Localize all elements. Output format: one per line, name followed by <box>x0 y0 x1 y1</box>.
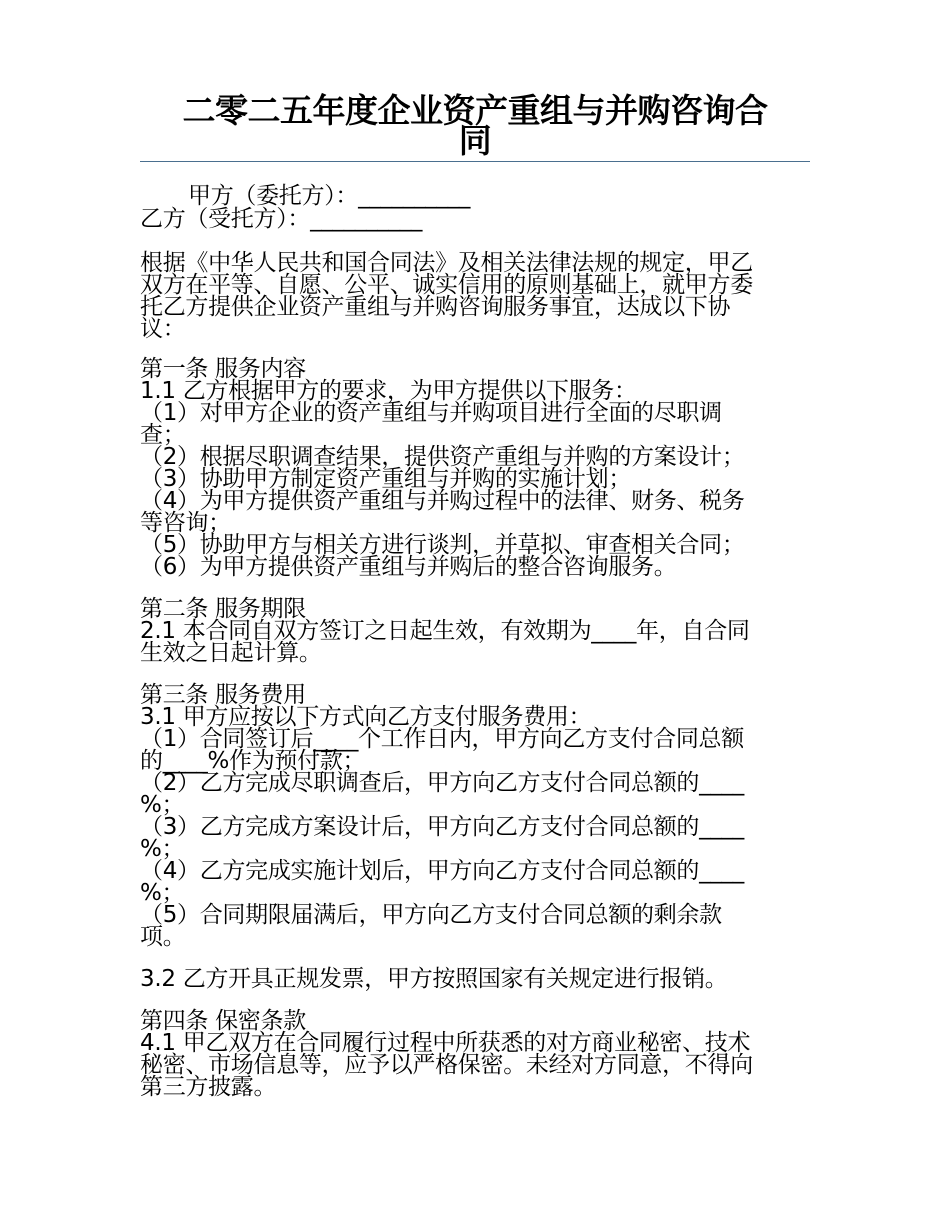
article-3-line: （5）合同期限届满后，甲方向乙方支付合同总额的剩余款 <box>140 902 722 928</box>
article-1-line: （4）为甲方提供资产重组与并购过程中的法律、财务、税务 <box>140 488 745 514</box>
article-3-line: （1）合同签订后____个工作日内，甲方向乙方支付合同总额 <box>140 726 744 752</box>
article-2-line: 2.1 本合同自双方签订之日起生效，有效期为____年，自合同 <box>140 618 750 644</box>
article-1-line: （3）协助甲方制定资产重组与并购的实施计划； <box>140 466 632 492</box>
article-1-line: （5）协助甲方与相关方进行谈判，并草拟、审查相关合同； <box>140 532 745 558</box>
article-3-line: %； <box>140 792 185 818</box>
article-3-heading: 第三条 服务费用 <box>140 682 306 708</box>
title-line-1: 二零二五年度企业资产重组与并购咨询合 <box>182 91 768 130</box>
article-3-line: 项。 <box>140 924 186 950</box>
article-3-line: （4）乙方完成实施计划后，甲方向乙方支付合同总额的____ <box>140 858 744 884</box>
clause-3-2: 3.2 乙方开具正规发票，甲方按照国家有关规定进行报销。 <box>140 966 728 992</box>
document-title <box>140 91 810 160</box>
article-1-line: （2）根据尽职调查结果，提供资产重组与并购的方案设计； <box>140 444 745 470</box>
article-3-line: %； <box>140 836 185 862</box>
article-3-line: 3.1 甲方应按以下方式向乙方支付服务费用： <box>140 704 592 730</box>
article-3-line: （2）乙方完成尽职调查后，甲方向乙方支付合同总额的____ <box>140 770 744 796</box>
article-4-line: 秘密、市场信息等，应予以严格保密。未经对方同意，不得向 <box>140 1052 753 1078</box>
article-1-heading: 第一条 服务内容 <box>140 356 306 382</box>
article-1-line: 查； <box>140 422 186 448</box>
title-line-2: 同 <box>458 121 492 160</box>
article-4-line: 4.1 甲乙双方在合同履行过程中所获悉的对方商业秘密、技术 <box>140 1030 751 1056</box>
article-2-line: 生效之日起计算。 <box>140 640 322 666</box>
preamble-line: 根据《中华人民共和国合同法》及相关法律法规的规定，甲乙 <box>140 250 753 276</box>
title-underline <box>140 161 810 162</box>
preamble-line: 双方在平等、自愿、公平、诚实信用的原则基础上，就甲方委 <box>140 272 753 298</box>
party-b-line: 乙方（受托方）：__________ <box>140 206 423 232</box>
article-3-line: 的____%作为预付款； <box>140 748 366 774</box>
article-3-line: %； <box>140 880 185 906</box>
party-a-line: 甲方（委托方）：__________ <box>188 183 471 209</box>
preamble-line: 议： <box>140 316 186 342</box>
article-2-heading: 第二条 服务期限 <box>140 596 306 622</box>
article-1-line: （1）对甲方企业的资产重组与并购项目进行全面的尽职调 <box>140 400 722 426</box>
article-4-line: 第三方披露。 <box>140 1074 277 1100</box>
article-3-line: （3）乙方完成方案设计后，甲方向乙方支付合同总额的____ <box>140 814 744 840</box>
article-1-line: 等咨询； <box>140 510 231 536</box>
article-1-line: （6）为甲方提供资产重组与并购后的整合咨询服务。 <box>140 554 677 580</box>
preamble-line: 托乙方提供企业资产重组与并购咨询服务事宜，达成以下协 <box>140 294 731 320</box>
article-4-heading: 第四条 保密条款 <box>140 1008 306 1034</box>
article-1-line: 1.1 乙方根据甲方的要求，为甲方提供以下服务： <box>140 378 637 404</box>
